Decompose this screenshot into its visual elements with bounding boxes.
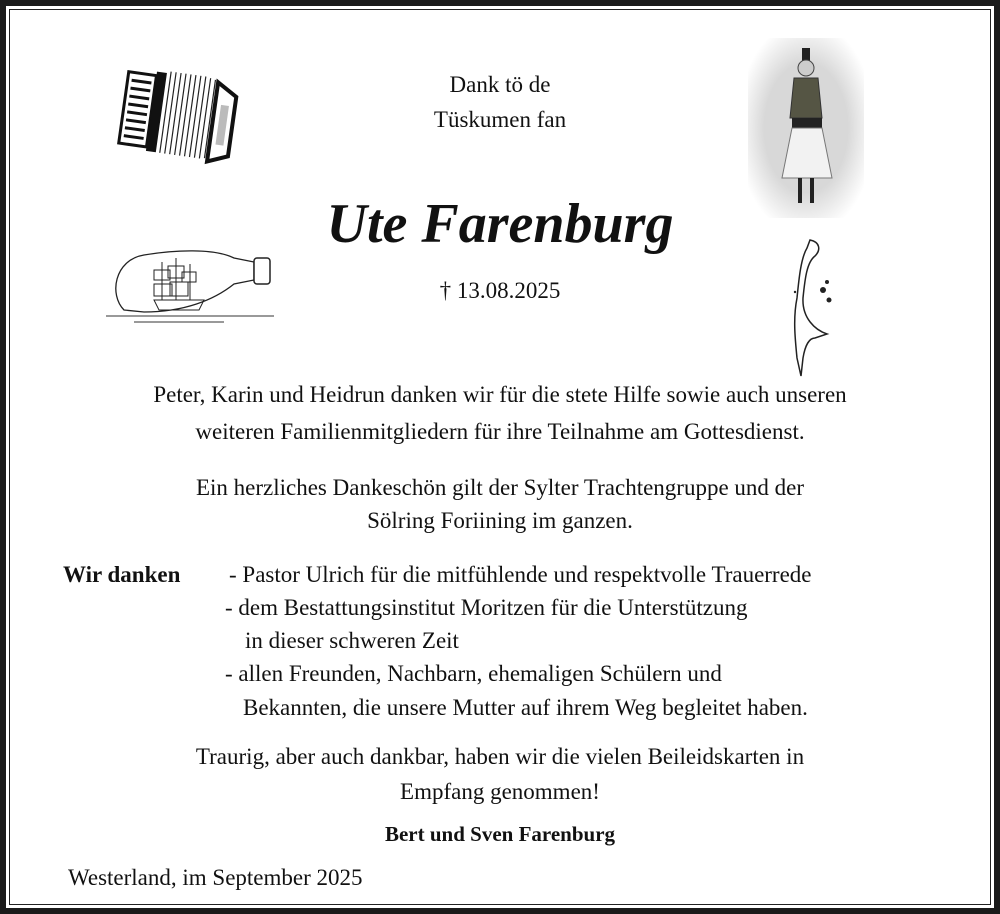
paragraph3-line: Traurig, aber auch dankbar, haben wir die vielen Beileidskarten in bbox=[195, 744, 805, 769]
signature: Bert und Sven Farenburg bbox=[384, 822, 616, 846]
paragraph1-line: Peter, Karin und Heidrun danken wir für die stete Hilfe sowie auch unseren bbox=[153, 382, 847, 407]
place-date: Westerland, im September 2025 bbox=[68, 865, 363, 890]
death-date: † 13.08.2025 bbox=[439, 278, 561, 303]
header-line-2: Tüskumen fan bbox=[433, 107, 567, 132]
paragraph2-line: Ein herzliches Dankeschön gilt der Sylter Trachtengruppe und der bbox=[195, 475, 805, 500]
header-line-1: Dank tö de bbox=[449, 72, 551, 97]
paragraph3-line: Empfang genommen! bbox=[400, 779, 600, 804]
thanks-line: in dieser schweren Zeit bbox=[245, 628, 459, 653]
thanks-line: - Pastor Ulrich für die mitfühlende und respektvolle Trauerrede bbox=[229, 562, 812, 587]
deceased-name: Ute Farenburg bbox=[326, 193, 674, 255]
thanks-line: - dem Bestattungsinstitut Moritzen für die Unterstützung bbox=[225, 595, 748, 620]
paragraph1-line: weiteren Familienmitgliedern für ihre Teilnahme am Gottesdienst. bbox=[195, 419, 805, 444]
paragraph2-line: Sölring Foriining im ganzen. bbox=[367, 508, 633, 533]
sylt-island-map-icon bbox=[775, 238, 845, 378]
thanks-line: - allen Freunden, Nachbarn, ehemaligen Schülern und bbox=[225, 661, 722, 686]
thanks-label: Wir danken bbox=[63, 562, 181, 587]
thanks-line: Bekannten, die unsere Mutter auf ihrem Weg begleitet haben. bbox=[243, 695, 808, 720]
